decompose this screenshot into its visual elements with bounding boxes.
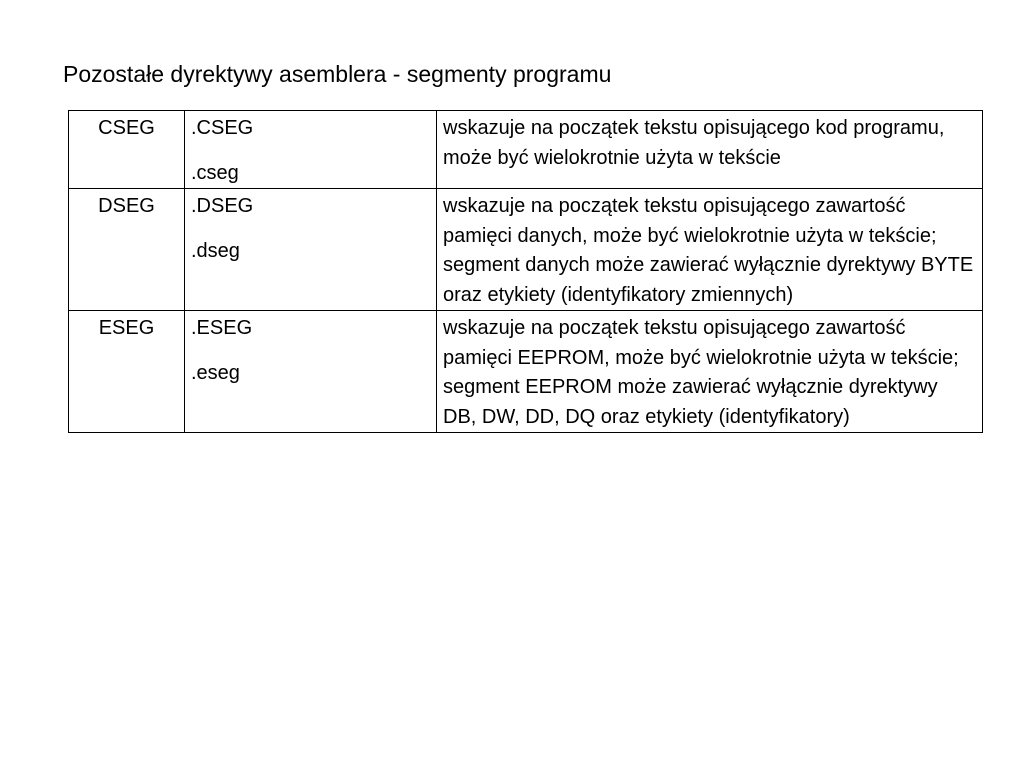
table-row (69, 311, 983, 433)
segment-directives-table (68, 110, 983, 433)
description-cell: wskazuje na początek tekstu opisującego kod programu, może być wielokrotnie użyta w tekście (437, 111, 983, 189)
keyword-cell: DSEG (69, 189, 185, 311)
directive-cell (185, 111, 437, 189)
directive-lower: .dseg (191, 240, 240, 262)
table-row (69, 111, 983, 189)
directive-upper: .ESEG (191, 317, 253, 339)
page-title: Pozostałe dyrektywy asemblera - segmenty programu (63, 61, 612, 87)
directive-lower: .cseg (191, 162, 239, 184)
directive-upper: .DSEG (191, 195, 254, 217)
directive-cell (185, 311, 437, 433)
keyword-cell: CSEG (69, 111, 185, 189)
directive-upper: .CSEG (191, 117, 254, 139)
keyword-cell: ESEG (69, 311, 185, 433)
directive-cell (185, 189, 437, 311)
description-cell: wskazuje na początek tekstu opisującego zawartość pamięci danych, może być wielokrotnie użyta w tekście; segment danych może zawierać wyłącznie dyrektywy BYTE oraz etykiety (identyfikatory zmiennych) (437, 189, 983, 311)
table-row (69, 189, 983, 311)
directive-lower: .eseg (191, 362, 240, 384)
description-cell: wskazuje na początek tekstu opisującego zawartość pamięci EEPROM, może być wielokrotnie użyta w tekście; segment EEPROM może zawierać wyłącznie dyrektywy DB, DW, DD, DQ oraz etykiety (identyfikatory) (437, 311, 983, 433)
